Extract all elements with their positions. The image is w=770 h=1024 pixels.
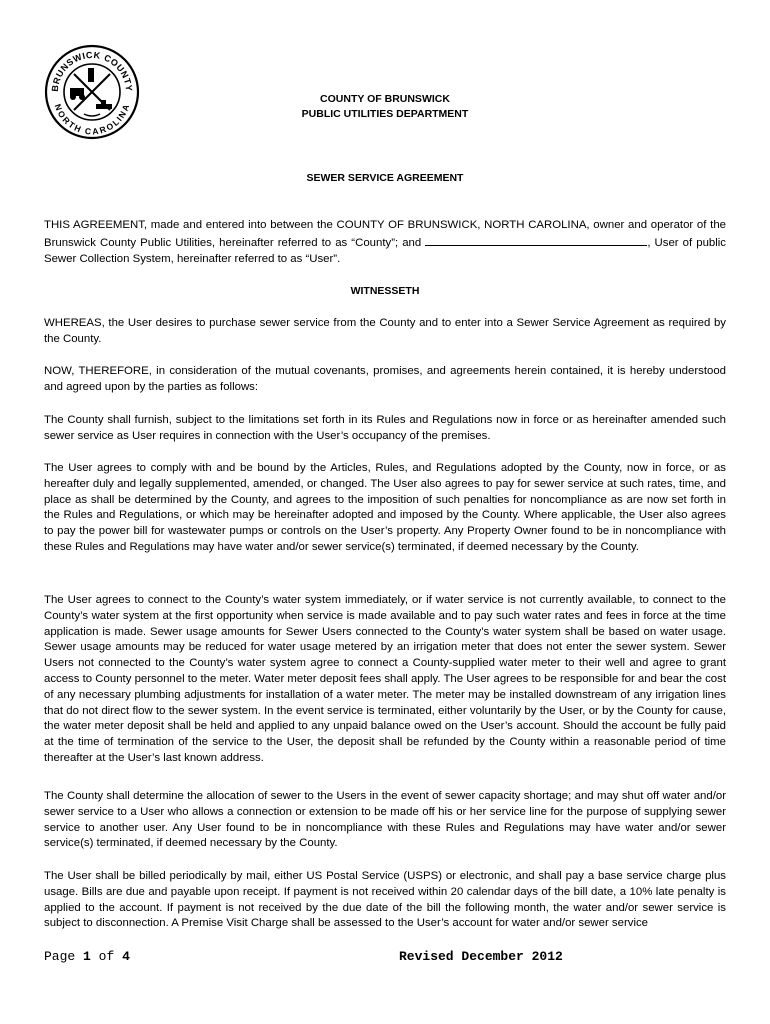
revision-date: Revised December 2012 [399,949,563,964]
billing-paragraph: The User shall be billed periodically by mail, either US Postal Service (USPS) or electronic, and shall pay a base service charge plus usage. Bills are due and payable upon receipt. If payment is not received within 20 calendar days of the bill date, a 10% late penalty is applied to the account. If payment is not received by the due date of the bill the following month, the water and/or sewer service is subject to disconnection. A Premise Visit Charge shall be assessed to the User’s account for water and/or sewer service [44,870,726,930]
agreement-paragraph [44,218,726,267]
department-name: PUBLIC UTILITIES DEPARTMENT [301,108,469,120]
furnish-paragraph: The County shall furnish, subject to the limitations set forth in its Rules and Regulations now in force or as hereinafter amended such sewer service as User requires in connection with the User’s occupancy of the premises. [44,414,726,442]
agreement-text-before: THIS AGREEMENT, made and entered into between the COUNTY OF BRUNSWICK, NORTH CAROLINA, owner and operator of the Brunswick County Public Utilities, hereinafter referred to as “County”; and [44,219,726,249]
seal-top-text: BRUNSWICK COUNTY [49,49,135,93]
page-number: Page 1 of 4 [44,949,130,964]
connect-paragraph: The User agrees to connect to the County’s water system immediately, or if water service is not currently available, to connect to the County’s water system at the first opportunity when service is made available and to pay such water rates and fees in force at the time application is made. Sewer usage amounts for Sewer Users connected to the County’s water system shall be based on water usage. Sewer usage amounts may be reduced for water usage metered by an irrigation meter that does not enter the sewer system. Sewer Users not connected to the County’s water system agree to connect a County-supplied water meter to their well and agree to grant access to County personnel to the meter. Water meter deposit fees shall apply. The User agrees to be responsible for and bear the cost of any necessary plumbing adjustments for installation of a water meter. The meter may be installed downstream of any irrigation lines that do not direct flow to the sewer system. In the event service is terminated, either voluntarily by the User, or by the County for cause, the water meter deposit shall be held and applied to any unpaid balance owed on the User’s account. Should the account be fully paid at the time of termination of the service to the User, the deposit shall be refunded by the County within a reasonable period of time thereafter at the User’s last known address. [44,594,726,764]
user-name-blank[interactable] [425,234,647,246]
now-therefore-paragraph: NOW, THEREFORE, in consideration of the mutual covenants, promises, and agreements herein contained, it is hereby understood and agreed upon by the parties as follows: [44,365,726,393]
whereas-paragraph: WHEREAS, the User desires to purchase sewer service from the County and to enter into a Sewer Service Agreement as required by the County. [44,317,726,345]
witnesseth-heading: WITNESSETH [350,285,420,297]
allocation-paragraph: The County shall determine the allocation of sewer to the Users in the event of sewer capacity shortage; and may shut off water and/or sewer service to a User who allows a connection or extension to be made off his or her service line for the purpose of supplying sewer service to another user. Any User found to be in noncompliance with these Rules and Regulations may have water and/or sewer service(s) terminated, if deemed necessary by the County. [44,790,726,850]
comply-paragraph: The User agrees to comply with and be bound by the Articles, Rules, and Regulations adopted by the County, now in force, or as hereafter duly and legally supplemented, amended, or changed. The User also agrees to pay for sewer service at such rates, time, and place as shall be determined by the County, and agrees to the imposition of such penalties for noncompliance as are now set forth in the Rules and Regulations, or which may be hereinafter adopted and imposed by the County. Where applicable, the User also agrees to pay the power bill for wastewater pumps or controls on the User’s property. Any Property Owner found to be in noncompliance with these Rules and Regulations may have water and/or sewer service(s) terminated, if deemed necessary by the County. [44,462,726,553]
agreement-text-after: , User of public Sewer Collection System, hereinafter referred to as “User”. [44,236,726,265]
department-header [0,92,770,122]
county-name: COUNTY OF BRUNSWICK [320,93,450,105]
seal-bottom-text: NORTH CAROLINA [52,102,132,137]
document-title: SEWER SERVICE AGREEMENT [306,172,464,184]
